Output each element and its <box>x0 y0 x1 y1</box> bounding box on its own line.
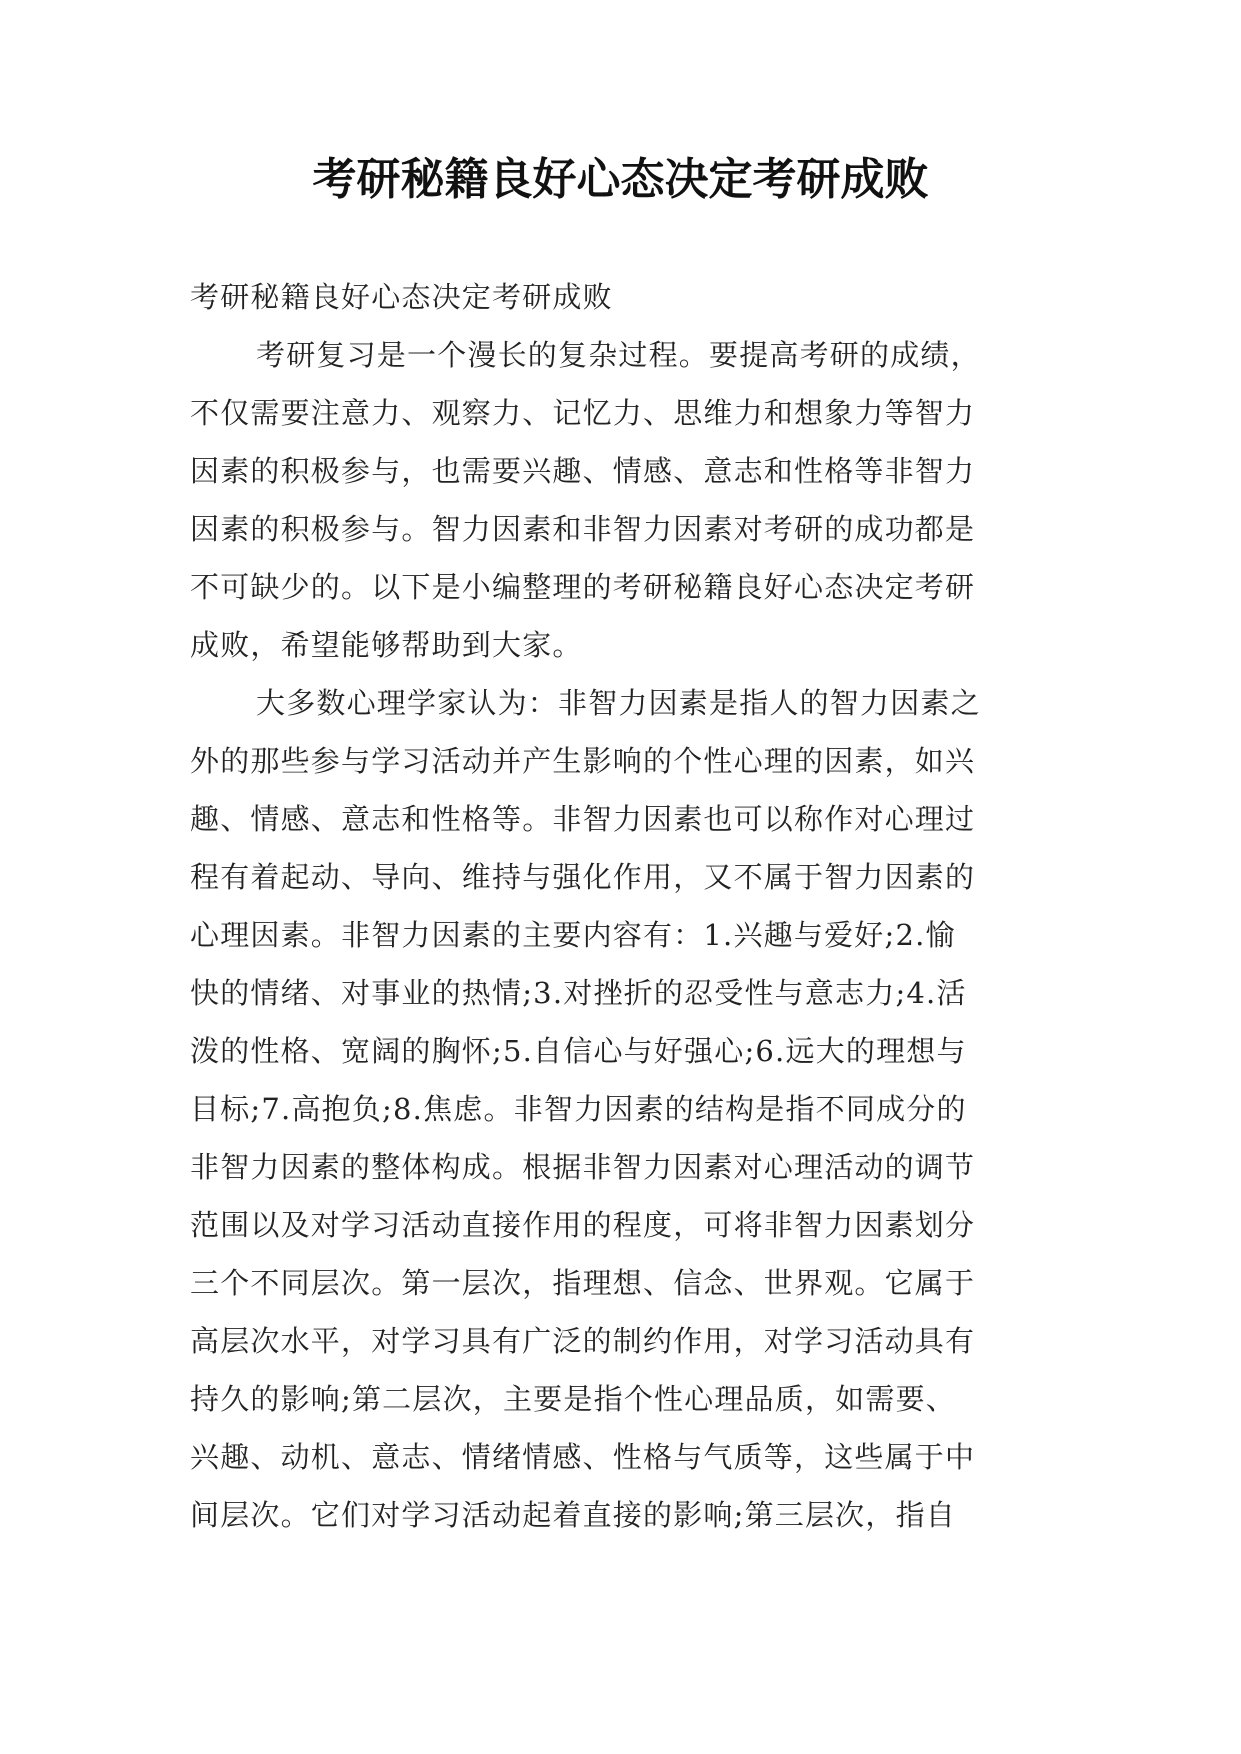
paragraph-2-line-5: 心理因素。非智力因素的主要内容有：1.兴趣与爱好;2.愉 <box>190 918 956 952</box>
paragraph-2-line-8: 目标;7.高抱负;8.焦虑。非智力因素的结构是指不同成分的 <box>190 1092 967 1126</box>
paragraph-2-line-15: 间层次。它们对学习活动起着直接的影响;第三层次，指自 <box>190 1498 956 1532</box>
paragraph-1-line-1: 考研复习是一个漫长的复杂过程。要提高考研的成绩， <box>256 338 981 372</box>
document-body <box>190 268 1056 1544</box>
paragraph-1-line-4: 因素的积极参与。智力因素和非智力因素对考研的成功都是 <box>190 512 976 546</box>
subtitle-line: 考研秘籍良好心态决定考研成败 <box>190 280 613 314</box>
paragraph-2-line-2: 外的那些参与学习活动并产生影响的个性心理的因素，如兴 <box>190 744 976 778</box>
paragraph-2-line-10: 范围以及对学习活动直接作用的程度，可将非智力因素划分 <box>190 1208 976 1242</box>
paragraph-2-line-9: 非智力因素的整体构成。根据非智力因素对心理活动的调节 <box>190 1150 976 1184</box>
paragraph-2-line-4: 程有着起动、导向、维持与强化作用，又不属于智力因素的 <box>190 860 976 894</box>
paragraph-2-line-7: 泼的性格、宽阔的胸怀;5.自信心与好强心;6.远大的理想与 <box>190 1034 967 1068</box>
paragraph-1-line-2: 不仅需要注意力、观察力、记忆力、思维力和想象力等智力 <box>190 396 976 430</box>
paragraph-2-line-11: 三个不同层次。第一层次，指理想、信念、世界观。它属于 <box>190 1266 976 1300</box>
paragraph-2-line-12: 高层次水平，对学习具有广泛的制约作用，对学习活动具有 <box>190 1324 976 1358</box>
paragraph-2-line-3: 趣、情感、意志和性格等。非智力因素也可以称作对心理过 <box>190 802 976 836</box>
paragraph-2-line-14: 兴趣、动机、意志、情绪情感、性格与气质等，这些属于中 <box>190 1440 976 1474</box>
paragraph-2-line-13: 持久的影响;第二层次，主要是指个性心理品质，如需要、 <box>190 1382 956 1416</box>
paragraph-2-line-6: 快的情绪、对事业的热情;3.对挫折的忍受性与意志力;4.活 <box>190 976 967 1010</box>
paragraph-2-line-1: 大多数心理学家认为：非智力因素是指人的智力因素之 <box>256 686 981 720</box>
paragraph-1-line-5: 不可缺少的。以下是小编整理的考研秘籍良好心态决定考研 <box>190 570 976 604</box>
paragraph-1-line-6: 成败，希望能够帮助到大家。 <box>190 628 583 662</box>
paragraph-1-line-3: 因素的积极参与，也需要兴趣、情感、意志和性格等非智力 <box>190 454 976 488</box>
document-title: 考研秘籍良好心态决定考研成败 <box>312 154 929 205</box>
